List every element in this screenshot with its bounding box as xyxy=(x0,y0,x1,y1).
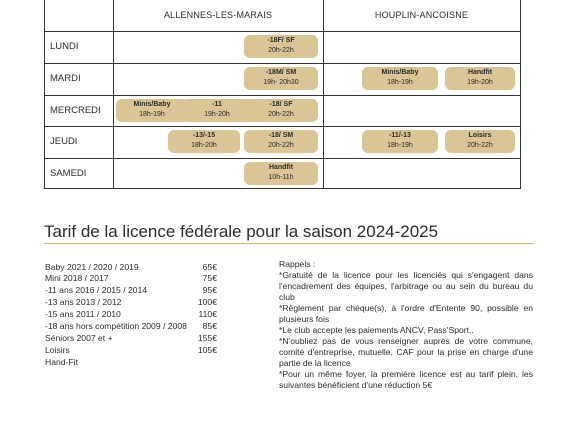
venue-header-allennes: ALLENNES-LES-MARAIS xyxy=(163,10,273,20)
tarif-label: -15 ans 2011 / 2010 xyxy=(45,309,121,319)
tarif-label: Mini 2018 / 2017 xyxy=(45,273,109,283)
table-border xyxy=(44,126,521,127)
session-mardi-18m-sm xyxy=(244,67,318,90)
session-time: 18h-19h xyxy=(387,79,413,86)
tarif-label: Hand-Fit xyxy=(45,357,78,367)
session-time: 18h-20h xyxy=(191,142,217,149)
tarif-label: Loisirs xyxy=(45,345,70,355)
day-label-mercredi: MERCREDI xyxy=(50,105,101,116)
schedule-table xyxy=(44,0,521,189)
rappel-item: *Le club accepte les paiements ANCV, Pass'Sport.. xyxy=(279,325,474,335)
session-team: -18/ SF xyxy=(269,101,293,108)
tarif-row xyxy=(45,333,217,344)
tarif-price: 100€ xyxy=(197,297,217,307)
tarif-label: -11 ans 2016 / 2015 / 2014 xyxy=(45,285,148,295)
session-jeudi-11-13 xyxy=(362,130,438,153)
rappel-item: *Pour un même foyer, la première licence est au tarif plein, les suivantes bénéficient d'une réduction 5€ xyxy=(279,369,533,390)
session-time: 19h-20h xyxy=(467,79,493,86)
session-time: 19h- 20h30 xyxy=(263,79,299,86)
session-time: 20h-22h xyxy=(268,142,294,149)
session-team: -18M/ SM xyxy=(265,69,297,76)
session-time: 20h-22h xyxy=(268,47,294,54)
rappels-heading: Rappels : xyxy=(279,259,316,269)
session-team: Loisirs xyxy=(468,132,492,139)
day-label-samedi: SAMEDI xyxy=(50,168,87,179)
session-time: 18h-19h xyxy=(139,111,165,118)
tarif-row xyxy=(45,345,217,356)
table-border xyxy=(44,31,521,32)
session-time: 10h-11h xyxy=(268,174,294,181)
session-team: Minis/Baby xyxy=(133,101,171,108)
tarif-label: Séniors 2007 et + xyxy=(45,333,113,343)
tarif-row xyxy=(45,262,217,273)
session-mercredi-18-sf xyxy=(244,99,318,122)
tarif-price: 65€ xyxy=(202,262,217,272)
session-time: 20h-22h xyxy=(268,111,294,118)
tarif-row xyxy=(45,297,217,308)
rappel-item: *Gratuité de la licence pour les licenciés qui s'engagent dans l'encadrement des équipes, l'arbitrage ou au sein du bureau du club xyxy=(279,270,533,302)
tarif-price: 155€ xyxy=(197,333,217,343)
tarif-row xyxy=(45,357,217,368)
session-time: 18h-19h xyxy=(387,142,413,149)
tarif-row xyxy=(45,273,217,284)
table-border xyxy=(44,63,521,64)
table-border xyxy=(44,95,521,96)
session-team: -11/-13 xyxy=(389,132,411,139)
table-border xyxy=(44,158,521,159)
tarif-title: Tarif de la licence fédérale pour la saison 2024-2025 xyxy=(44,222,439,241)
session-team: -18F/ SF xyxy=(267,37,295,44)
session-time: 20h-22h xyxy=(467,142,493,149)
session-jeudi-loisirs xyxy=(445,130,515,153)
session-mardi-handfit xyxy=(445,67,515,90)
tarif-price: 110€ xyxy=(198,309,217,319)
rappel-item: *Règlement par chèque(s), à l'ordre d'Entente 90, possible en plusieurs fois xyxy=(279,303,533,324)
session-mercredi-minis-baby xyxy=(116,99,188,122)
day-label-mardi: MARDI xyxy=(50,73,81,84)
rappel-item: *N'oubliez pas de vous renseigner auprès de votre commune, comité d'entreprise, mutuelle, CAF pour la prise en charge d'une partie de la licence xyxy=(279,336,533,368)
tarif-row xyxy=(45,285,217,296)
session-lundi-18f-sf xyxy=(244,35,318,58)
tarif-price: 75€ xyxy=(202,273,217,283)
session-team: -13/-15 xyxy=(192,132,216,139)
session-mardi-minis-baby xyxy=(362,67,438,90)
session-team: Minis/Baby xyxy=(381,69,419,76)
session-jeudi-18-sm xyxy=(244,130,318,153)
venue-header-houplin: HOUPLIN-ANCOISNE xyxy=(374,10,469,20)
session-team: -11 xyxy=(212,101,222,108)
session-samedi-handfit xyxy=(244,162,318,185)
session-time: 19h-20h xyxy=(204,111,230,118)
session-jeudi-13-15 xyxy=(168,130,240,153)
tarif-price: 105€ xyxy=(197,345,217,355)
table-border xyxy=(44,188,521,189)
tarif-price: 85€ xyxy=(202,321,217,331)
tarif-label: Baby 2021 / 2020 / 2019 xyxy=(45,262,139,272)
session-mercredi-11 xyxy=(181,99,253,122)
tarif-label: -13 ans 2013 / 2012 xyxy=(45,297,122,307)
session-team: Handfit xyxy=(467,69,493,76)
tarif-row xyxy=(45,309,217,320)
session-team: Handfit xyxy=(268,164,294,171)
rappels-block xyxy=(279,259,533,391)
session-team: -18/ SM xyxy=(268,132,294,139)
tarif-row xyxy=(45,321,217,332)
tarif-price: 95€ xyxy=(202,285,217,295)
tarif-label: -18 ans hors compétition 2009 / 2008 xyxy=(45,321,187,331)
day-label-lundi: LUNDI xyxy=(50,41,79,52)
title-divider xyxy=(44,243,533,244)
day-label-jeudi: JEUDI xyxy=(50,136,78,147)
